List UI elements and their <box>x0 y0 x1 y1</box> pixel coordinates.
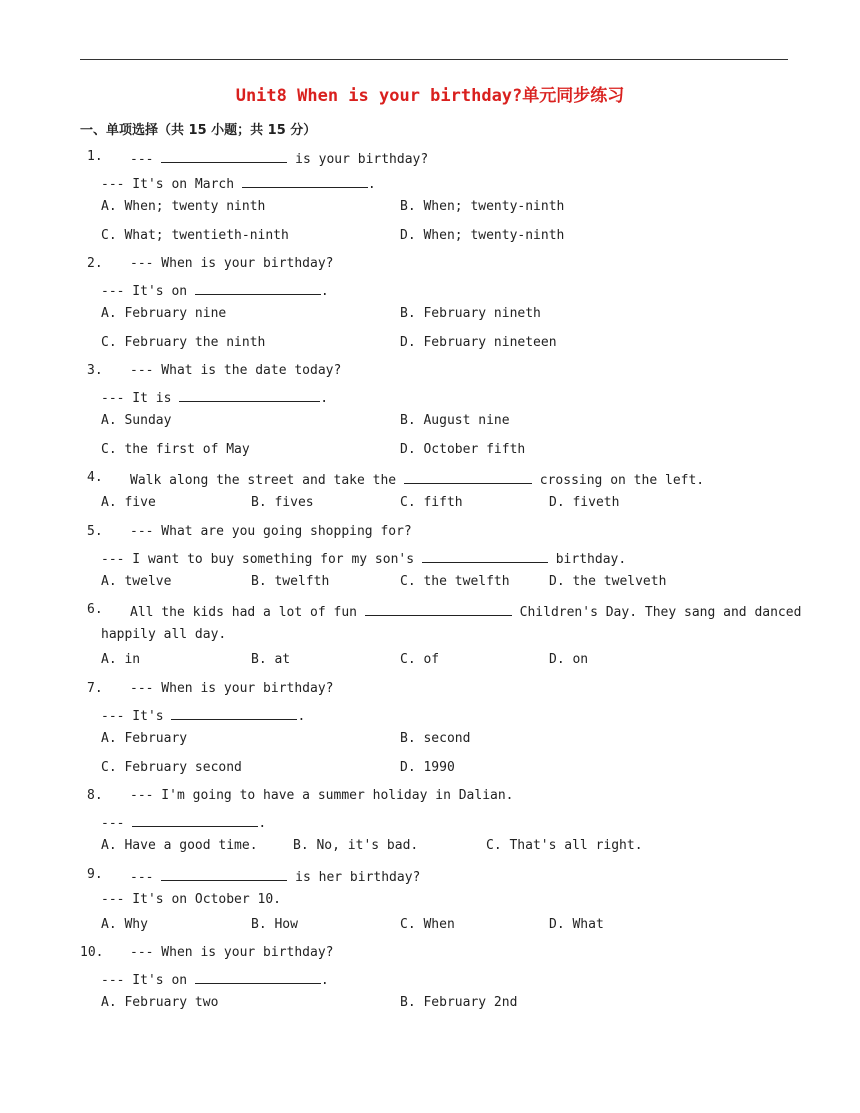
question-number: 8. <box>87 788 103 803</box>
question-text: Walk along the street and take the crossing on the left. <box>130 470 704 489</box>
answer-blank[interactable] <box>365 602 512 616</box>
header-rule <box>80 59 788 60</box>
question-number: 3. <box>87 363 103 378</box>
option-c[interactable]: C. February second <box>101 760 242 775</box>
option-d[interactable]: D. on <box>549 652 589 667</box>
option-c[interactable]: C. fifth <box>400 495 463 510</box>
option-b[interactable]: B. at <box>251 652 291 667</box>
answer-text: --- . <box>101 813 266 832</box>
option-a[interactable]: A. Why <box>101 917 148 932</box>
option-a[interactable]: A. Have a good time. <box>101 838 258 853</box>
question-number: 10. <box>80 945 104 960</box>
answer-blank[interactable] <box>195 281 321 295</box>
option-c[interactable]: C. That's all right. <box>486 838 643 853</box>
question-text: --- When is your birthday? <box>130 681 334 696</box>
question-number: 6. <box>87 602 103 617</box>
question-text: All the kids had a lot of fun Children's Day. They sang and danced <box>130 602 801 621</box>
option-c[interactable]: C. the first of May <box>101 442 250 457</box>
option-a[interactable]: A. When; twenty ninth <box>101 199 266 214</box>
option-b[interactable]: B. February 2nd <box>400 995 518 1010</box>
option-b[interactable]: B. When; twenty-ninth <box>400 199 565 214</box>
option-a[interactable]: A. five <box>101 495 156 510</box>
option-b[interactable]: B. How <box>251 917 298 932</box>
question-number: 9. <box>87 867 103 882</box>
answer-blank[interactable] <box>171 706 297 720</box>
option-d[interactable]: D. the twelveth <box>549 574 667 589</box>
option-b[interactable]: B. fives <box>251 495 314 510</box>
answer-blank[interactable] <box>242 174 368 188</box>
option-a[interactable]: A. Sunday <box>101 413 172 428</box>
option-b[interactable]: B. August nine <box>400 413 510 428</box>
option-a[interactable]: A. February <box>101 731 188 746</box>
option-c[interactable]: C. of <box>400 652 440 667</box>
question-number: 2. <box>87 256 103 271</box>
question-text: --- I'm going to have a summer holiday in Dalian. <box>130 788 514 803</box>
option-a[interactable]: A. February nine <box>101 306 227 321</box>
option-d[interactable]: D. October fifth <box>400 442 526 457</box>
question-text: --- What are you going shopping for? <box>130 524 412 539</box>
option-b[interactable]: B. second <box>400 731 471 746</box>
option-d[interactable]: D. February nineteen <box>400 335 557 350</box>
answer-blank[interactable] <box>195 970 321 984</box>
question-text: --- is your birthday? <box>130 149 428 168</box>
question-number: 1. <box>87 149 103 164</box>
question-number: 5. <box>87 524 103 539</box>
question-text: --- When is your birthday? <box>130 945 334 960</box>
option-a[interactable]: A. February two <box>101 995 219 1010</box>
option-c[interactable]: C. What; twentieth-ninth <box>101 228 289 243</box>
option-d[interactable]: D. 1990 <box>400 760 455 775</box>
question-text: --- When is your birthday? <box>130 256 334 271</box>
section-heading: 一、单项选择（共 15 小题；共 15 分） <box>80 123 317 138</box>
answer-blank[interactable] <box>404 470 532 484</box>
question-number: 4. <box>87 470 103 485</box>
answer-blank[interactable] <box>161 867 287 881</box>
option-c[interactable]: C. When <box>400 917 455 932</box>
answer-blank[interactable] <box>179 388 320 402</box>
option-a[interactable]: A. twelve <box>101 574 172 589</box>
option-a[interactable]: A. in <box>101 652 141 667</box>
option-b[interactable]: B. No, it's bad. <box>293 838 419 853</box>
answer-text: --- It's on October 10. <box>101 892 282 907</box>
option-d[interactable]: D. What <box>549 917 604 932</box>
option-d[interactable]: D. When; twenty-ninth <box>400 228 565 243</box>
question-number: 7. <box>87 681 103 696</box>
option-d[interactable]: D. fiveth <box>549 495 620 510</box>
page-title: Unit8 When is your birthday?单元同步练习 <box>235 86 625 106</box>
answer-text: --- It's . <box>101 706 305 725</box>
answer-text: --- It's on . <box>101 281 329 300</box>
option-c[interactable]: C. February the ninth <box>101 335 266 350</box>
question-text: --- What is the date today? <box>130 363 342 378</box>
answer-text: --- It's on March . <box>101 174 376 193</box>
question-text: --- is her birthday? <box>130 867 420 886</box>
option-b[interactable]: B. February nineth <box>400 306 541 321</box>
answer-text: --- It's on . <box>101 970 329 989</box>
answer-blank[interactable] <box>161 149 287 163</box>
option-c[interactable]: C. the twelfth <box>400 574 510 589</box>
question-text-continued: happily all day. <box>101 627 227 642</box>
answer-text: --- I want to buy something for my son's birthday. <box>101 549 626 568</box>
answer-blank[interactable] <box>422 549 548 563</box>
answer-text: --- It is . <box>101 388 328 407</box>
answer-blank[interactable] <box>132 813 258 827</box>
option-b[interactable]: B. twelfth <box>251 574 330 589</box>
